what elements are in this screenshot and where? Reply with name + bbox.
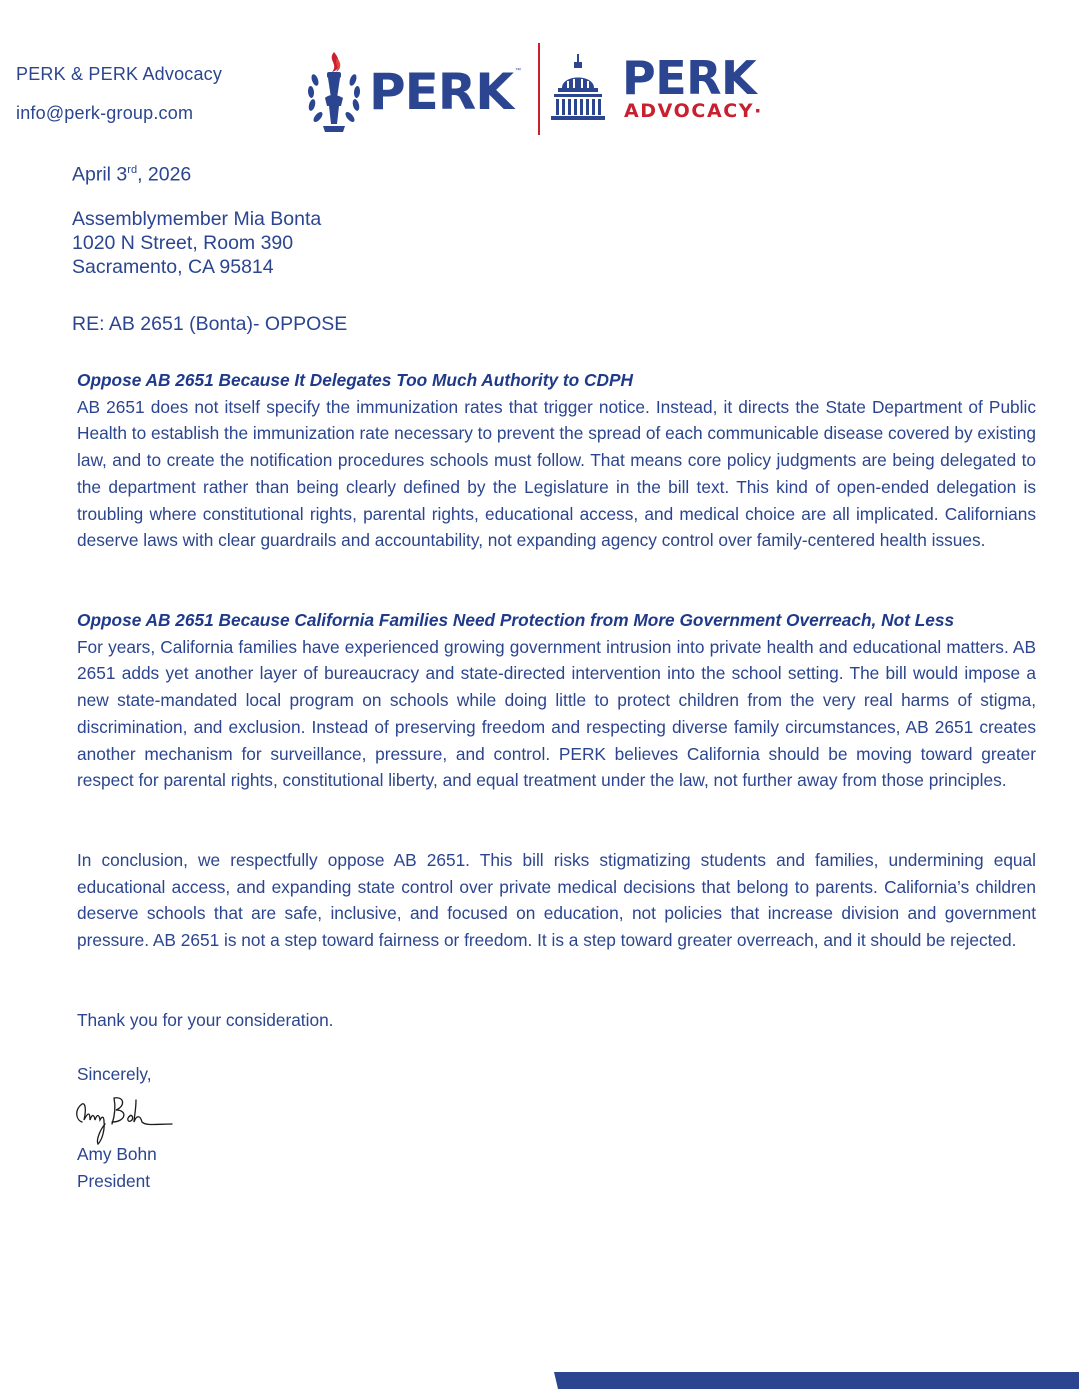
recipient-city: Sacramento, CA 95814 [72,256,274,278]
logo-advocacy-perk-text: PERK [622,51,757,105]
signer-block [77,1141,1036,1194]
logo-divider [538,43,540,135]
signature-icon [72,1090,182,1146]
torch-laurel-icon [303,50,365,136]
conclusion-paragraph [77,847,1036,954]
logo-advocacy-text: ADVOCACY· [624,100,763,122]
footer-accent-bar [554,1372,1079,1389]
section-body: AB 2651 does not itself specify the immunization rates that trigger notice. Instead, it directs the State Department of Public Health to establish the immunization rate necessary to prevent the spread of each communicable disease covered by existing law, and to create the notification procedures schools must follow. That means core policy judgments are being delegated to the department rather than being clearly defined by the Legislature in the bill text. This kind of open-ended delegation is troubling where constitutional rights, parental rights, educational access, and medical choice are all implicated. Californians deserve laws with clear guardrails and accountability, not expanding agency control over family-centered health issues. [77,396,1036,551]
recipient-name: Assemblymember Mia Bonta [72,208,322,230]
perk-logo [303,50,525,136]
recipient-street: 1020 N Street, Room 390 [72,232,294,254]
contact-email: info@perk-group.com [16,103,194,123]
section-heading: Oppose AB 2651 Because California Families Need Protection from More Government Overreach, Not Less [77,610,955,630]
date-suffix: rd [127,164,138,176]
conclusion-text: In conclusion, we respectfully oppose AB 2651. This bill risks stigmatizing students and families, undermining equal educational access, and expanding state control over private medical decisions that belong to parents. California’s children deserve schools that are safe, inclusive, and focused on education, not policies that increase division and government pressure. AB 2651 is not a step toward fairness or freedom. It is a step toward greater overreach, and it should be rejected. [77,850,1036,951]
section-heading: Oppose AB 2651 Because It Delegates Too Much Authority to CDPH [77,370,633,390]
section-overreach [77,607,1036,794]
recipient-address [72,207,321,279]
contact-org-name: PERK & PERK Advocacy [16,64,223,84]
signer-name: Amy Bohn [77,1144,157,1164]
closing-salutation: Sincerely, [77,1064,152,1084]
signer-title: President [77,1170,151,1191]
letter-date [72,158,191,187]
logo-trademark: ™ [515,68,521,74]
date-year: , 2026 [137,163,192,186]
re-line: RE: AB 2651 (Bonta)- OPPOSE [72,313,348,335]
capitol-dome-icon [548,54,608,124]
section-delegation [77,367,1036,554]
thanks-line: Thank you for your consideration. [77,1010,334,1030]
section-body: For years, California families have experienced growing government intrusion into private health and educational matters. AB 2651 adds yet another layer of bureaucracy and state-directed intervention into the school setting. The bill would impose a new state-mandated local program on schools while doing little to protect children from the very real harms of stigma, discrimination, and exclusion. Instead of preserving freedom and respecting diverse family circumstances, AB 2651 creates another mechanism for surveillance, pressure, and control. PERK believes California should be moving toward greater respect for parental rights, constitutional liberty, and equal treatment under the law, not further away from those principles. [77,636,1036,791]
date-day: April 3 [72,163,128,186]
perk-advocacy-logo [548,50,788,130]
logo-perk-text: PERK [369,63,514,121]
